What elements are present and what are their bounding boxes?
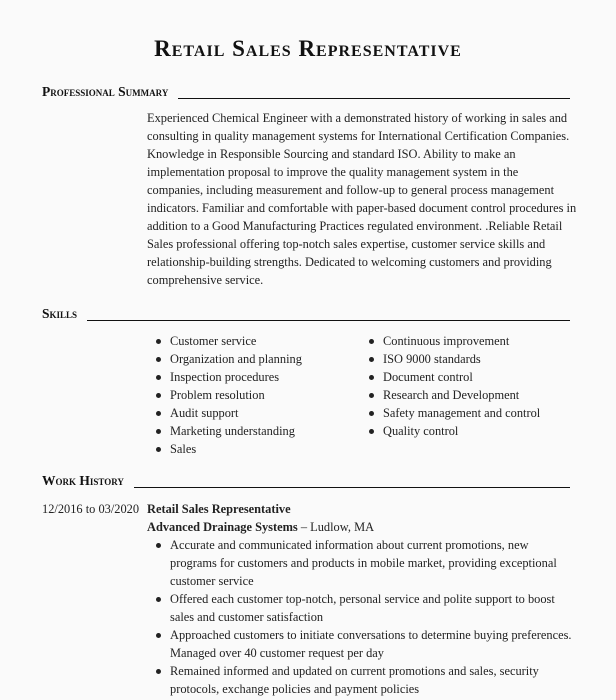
skill-item: Quality control [383,422,540,440]
job-company: Advanced Drainage Systems [147,520,298,534]
skill-item: Audit support [170,404,360,422]
job-bullet: Approached customers to initiate conversations to determine buying preferences. Managed over 40 customer request per day [170,626,577,662]
section-divider [134,487,570,488]
skill-item: Inspection procedures [170,368,360,386]
skill-item: Research and Development [383,386,540,404]
skill-item: Sales [170,440,360,458]
summary-text: Experienced Chemical Engineer with a demonstrated history of working in sales and consulting in quality management systems for International Certification Companies. Knowledge in Responsible Sourcing and standard ISO. Ability to make an implementation proposal to improve the quality management system in the companies, including measurement and follow-up to general process management indicators. Familiar and comfortable with paper-based document control procedures in addition to a Good Manufacturing Practices regulated environment. .Reliable Retail Sales professional offering top-notch sales expertise, customer service skills and relationship-building strengths. Dedicated to welcoming customers and providing comprehensive service. [147,111,577,287]
job-position: Retail Sales Representative [147,502,291,516]
skills-list [147,332,540,458]
skills-column-2 [360,332,540,458]
skill-item: Marketing understanding [170,422,360,440]
skills-column-1 [147,332,360,458]
section-divider [87,320,570,321]
job-location: – Ludlow, MA [297,520,375,534]
section-heading: Skills [42,306,78,321]
job-bullet: Offered each customer top-notch, personal service and polite support to boost sales and customer satisfaction [170,590,577,626]
section-heading: Professional Summary [42,84,169,99]
job-bullets [147,536,577,698]
skill-item: Customer service [170,332,360,350]
section-skills [42,306,570,322]
section-professional-summary [42,84,570,100]
skill-item: Problem resolution [170,386,360,404]
job-bullet: Accurate and communicated information about current promotions, new programs for customers and products in mobile market, providing exceptional customer service [170,536,577,590]
skill-item: Organization and planning [170,350,360,368]
section-work-history [42,473,570,489]
job-entry [147,500,577,698]
skill-item: Safety management and control [383,406,541,420]
job-employer [147,518,577,536]
job-dates: 12/2016 to 03/2020 [42,502,140,516]
skill-item: Document control [383,368,540,386]
skill-item: ISO 9000 standards [383,350,540,368]
resume-title: Retail Sales Representative [154,36,462,61]
section-divider [178,98,570,99]
section-heading: Work History [42,473,124,488]
skill-item: Continuous improvement [383,332,540,350]
job-bullet: Remained informed and updated on current promotions and sales, security protocols, exchange policies and payment policies [170,662,577,698]
